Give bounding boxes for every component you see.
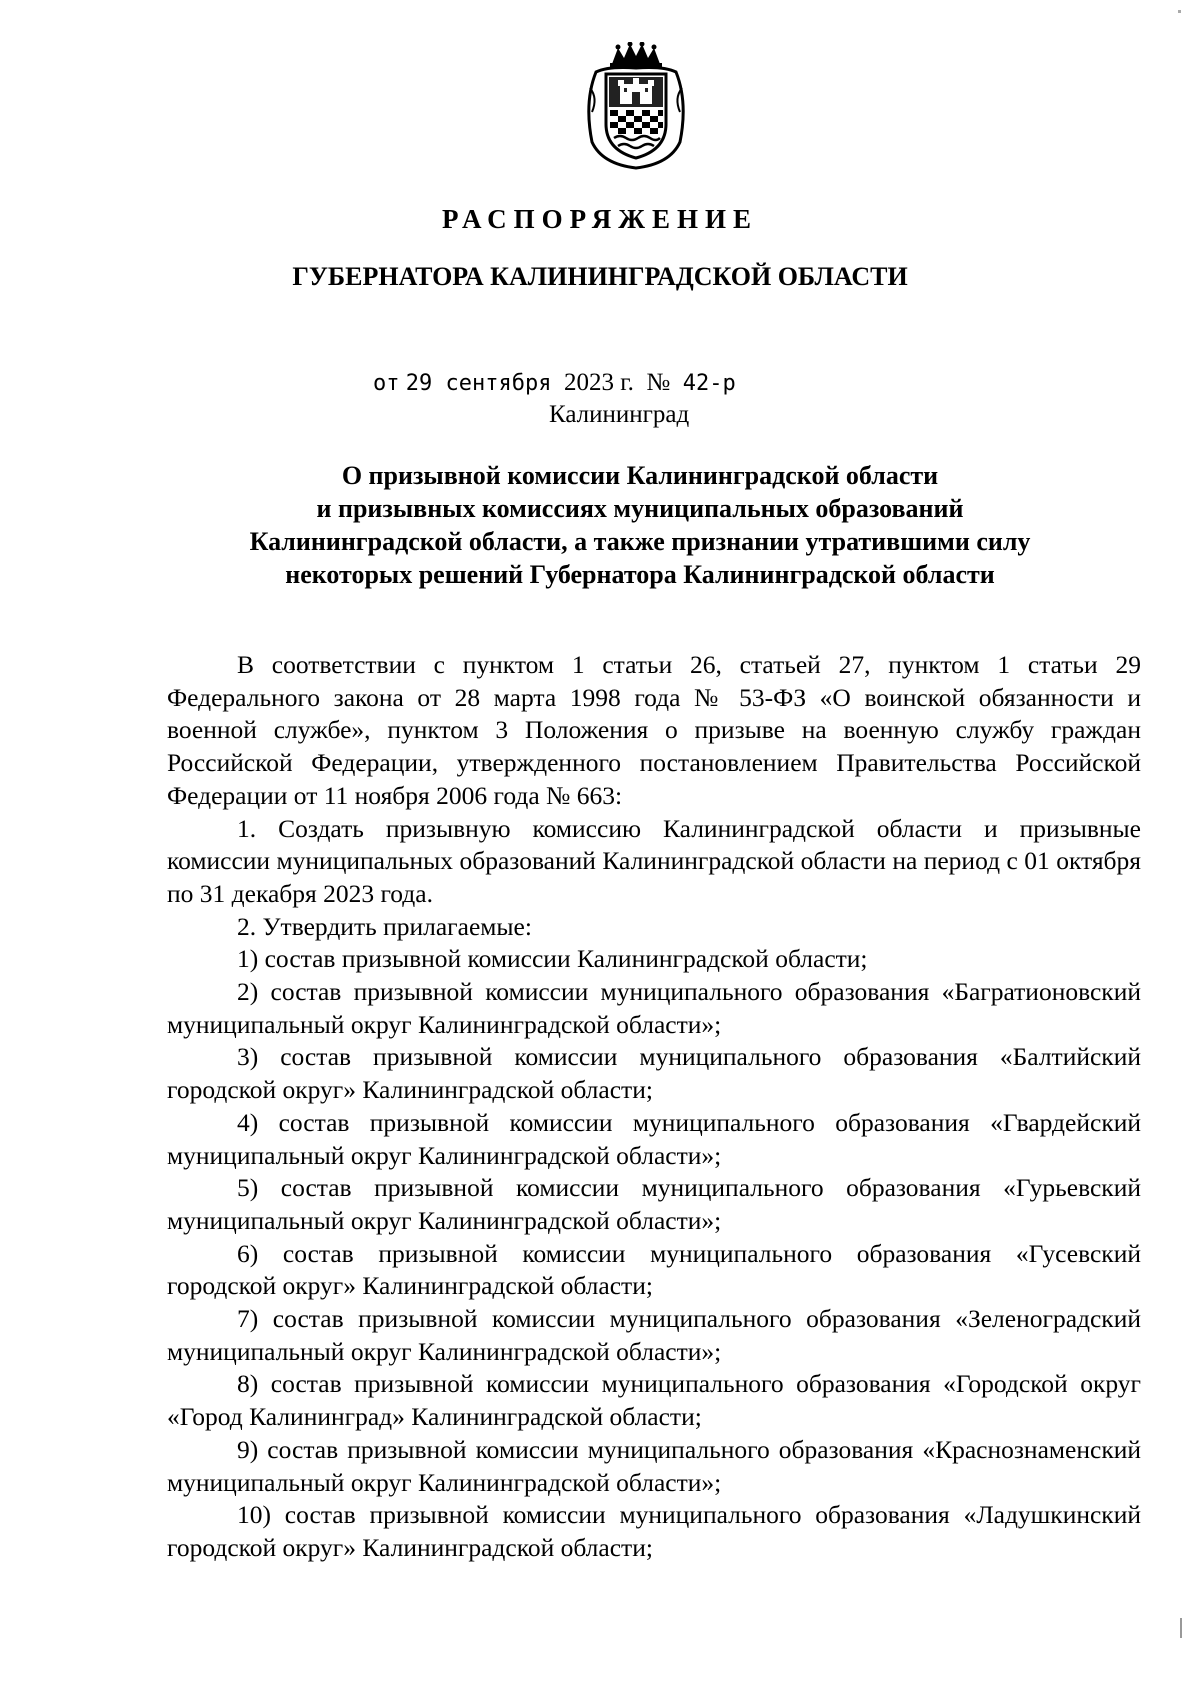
list-item: 5) состав призывной комиссии муниципального образования «Гурьевский муниципальный округ Калининградской области»; (167, 1173, 1141, 1235)
clause-paragraph: 1. Создать призывную комиссию Калининградской области и призывные комиссии муниципальных образований Калининградской области на период с 01 октября по 31 декабря 2023 года. (167, 813, 1141, 908)
list-item: 10) состав призывной комиссии муниципального образования «Ладушкинский городской округ» Калининградской области; (167, 1500, 1141, 1562)
coat-of-arms-emblem (580, 42, 692, 170)
preamble-paragraph: В соответствии с пунктом 1 статьи 26, статьей 27, пунктом 1 статьи 29 Федерального закона от 28 марта 1998 года № 53-ФЗ «О воинской обязанности и военной службе», пунктом 3 Положения о призыве на военную службу граждан Российской Федерации, утвержденного постановлением Правительства Российской Федерации от 11 ноября 2006 года № 663: (167, 650, 1141, 810)
date-prefix: от (373, 371, 400, 396)
list-item: 9) состав призывной комиссии муниципального образования «Краснознаменский муниципальный округ Калининградской области»; (167, 1434, 1141, 1497)
scan-artifact-mark (1178, 10, 1181, 13)
document-body (167, 649, 1141, 1565)
list-item: 1) состав призывной комиссии Калининградской области; (237, 944, 868, 974)
clause-paragraph: 2. Утвердить прилагаемые: (237, 911, 532, 941)
list-item: 8) состав призывной комиссии муниципального образования «Городской округ «Город Калининград» Калининградской области; (167, 1369, 1141, 1432)
document-number: 42-р (682, 371, 736, 396)
date-value: 29 сентября (405, 371, 552, 396)
city-name: Калининград (549, 401, 690, 428)
title-line: и призывных комиссиях муниципальных образований (316, 494, 964, 523)
year-suffix: г. (620, 369, 634, 396)
year-value: 2023 (563, 369, 614, 396)
list-item: 6) состав призывной комиссии муниципального образования «Гусевский городской округ» Калининградской области; (167, 1238, 1141, 1301)
title-line: Калининградской области, а также признании утратившими силу (249, 527, 1031, 556)
title-line: некоторых решений Губернатора Калининградской области (285, 560, 995, 589)
date-number-line (373, 369, 736, 397)
list-item: 3) состав призывной комиссии муниципального образования «Балтийский городской округ» Калининградской области; (167, 1042, 1141, 1105)
document-title (160, 459, 1120, 591)
list-item: 2) состав призывной комиссии муниципального образования «Багратионовский муниципальный округ Калининградской области»; (167, 977, 1141, 1039)
list-item: 7) состав призывной комиссии муниципального образования «Зеленоградский муниципальный округ Калининградской области»; (167, 1304, 1141, 1366)
list-item: 4) состав призывной комиссии муниципального образования «Гвардейский муниципальный округ Калининградской области»; (167, 1107, 1141, 1170)
title-line: О призывной комиссии Калининградской области (341, 461, 939, 490)
scan-artifact-mark (1180, 1618, 1182, 1638)
issuing-authority: ГУБЕРНАТОРА КАЛИНИНГРАДСКОЙ ОБЛАСТИ (292, 262, 908, 291)
document-type-heading: РАСПОРЯЖЕНИЕ (441, 204, 759, 234)
number-sign: № (646, 369, 671, 396)
